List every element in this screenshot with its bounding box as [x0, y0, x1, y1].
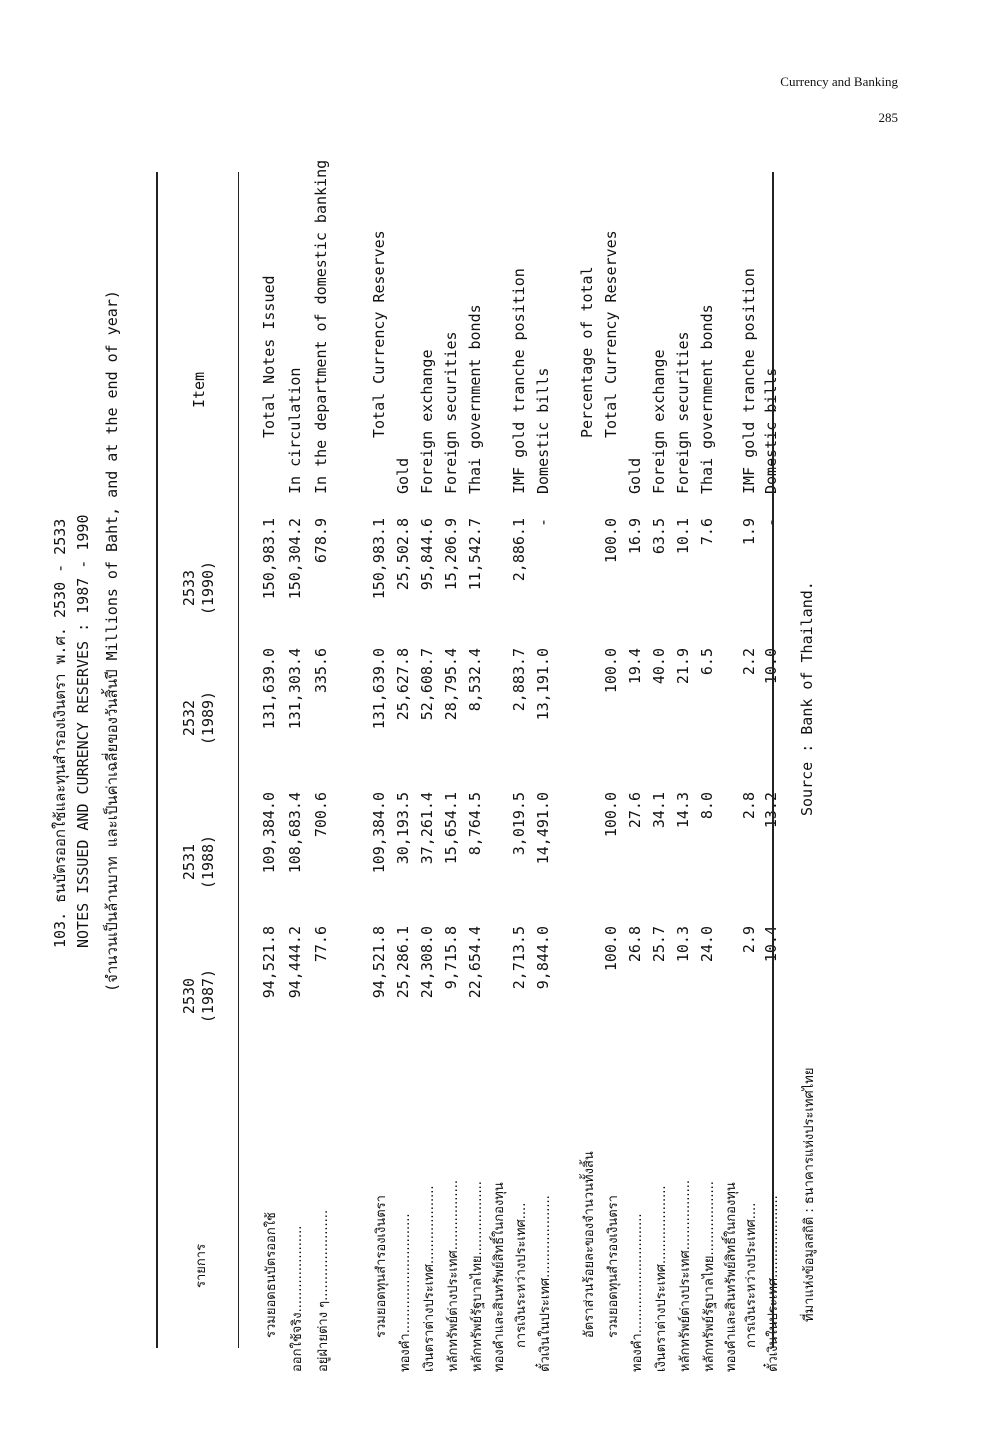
row-value: 2.8 — [740, 792, 758, 820]
row-value: 7.6 — [698, 518, 716, 546]
row-value: 94,521.8 — [260, 926, 278, 999]
row-value: 22,654.4 — [466, 926, 484, 999]
row-label-english: Total Currency Reserves — [370, 230, 388, 438]
row-value: 95,844.6 — [418, 518, 436, 591]
row-value: 25,502.8 — [394, 518, 412, 591]
source-english: Source : Bank of Thailand. — [798, 581, 816, 816]
row-label-thai: ตั๋วเงินในประเทศ.................... — [538, 1195, 553, 1372]
table-title-thai: 103. ธนบัตรออกใช้และทุนสำรองเงินตรา พ.ศ. 2530 - 2533 — [51, 518, 69, 948]
row-value: 10.4 — [762, 926, 780, 963]
row-label-thai: รวมยอดทุนสำรองเงินตรา — [606, 1195, 621, 1338]
header-rule — [238, 172, 239, 1348]
page-section-title: Currency and Banking — [780, 74, 898, 89]
row-value: 2,713.5 — [510, 926, 528, 990]
row-value: 94,444.2 — [286, 926, 304, 999]
rotated-table — [40, 159, 854, 1388]
row-value: 100.0 — [602, 926, 620, 972]
row-label-thai: ทองคำ............................. — [630, 1213, 645, 1372]
row-value: 94,521.8 — [370, 926, 388, 999]
row-value: 9,715.8 — [442, 926, 460, 990]
row-label-english: Gold — [626, 457, 644, 494]
row-value: 100.0 — [602, 648, 620, 694]
row-value: 14,491.0 — [534, 792, 552, 865]
row-value: 10.3 — [674, 926, 692, 963]
row-value: 15,654.1 — [442, 792, 460, 865]
row-value: 2,886.1 — [510, 518, 528, 582]
row-value: 77.6 — [312, 926, 330, 963]
row-value: 109,384.0 — [370, 792, 388, 874]
column-header-2530: 2530 (1987) — [180, 968, 217, 1024]
row-value: 14.3 — [674, 792, 692, 829]
row-value: 8.0 — [698, 792, 716, 820]
row-value: 131,303.4 — [286, 648, 304, 730]
row-value: 700.6 — [312, 792, 330, 838]
row-value: 27.6 — [626, 792, 644, 829]
row-label-thai: การเงินระหว่างประเทศ.... — [744, 1202, 759, 1348]
row-value: 24.0 — [698, 926, 716, 963]
row-value: 2.2 — [740, 648, 758, 676]
source-thai: ที่มาแห่งข้อมูลสถิติ : ธนาคารแห่งประเทศไทย — [802, 1067, 817, 1322]
row-value: 9,844.0 — [534, 926, 552, 990]
row-label-english: In circulation — [286, 367, 304, 494]
row-label-english: Foreign exchange — [650, 349, 668, 494]
row-value: 28,795.4 — [442, 648, 460, 721]
row-value: 150,304.2 — [286, 518, 304, 600]
row-label-english: IMF gold tranche position — [740, 268, 758, 494]
row-value: 8,532.4 — [466, 648, 484, 712]
table-top-rule — [156, 172, 158, 1348]
row-value: 6.5 — [698, 648, 716, 676]
row-label-english: Domestic bills — [762, 367, 780, 494]
column-header-item: Item — [190, 371, 208, 408]
row-value: 8,764.5 — [466, 792, 484, 856]
row-label-thai: ออกใช้จริง..................... — [290, 1225, 305, 1372]
row-label-english: Thai government bonds — [466, 304, 484, 494]
row-label-thai: รวมยอดธนบัตรออกใช้ — [264, 1212, 279, 1338]
row-value: 16.9 — [626, 518, 644, 555]
row-value: 3,019.5 — [510, 792, 528, 856]
table-bottom-rule — [772, 172, 774, 1348]
row-label-thai: อยู่ฝ่ายต่าง ๆ...................... — [316, 1209, 331, 1372]
row-label-english: Thai government bonds — [698, 304, 716, 494]
row-value: 100.0 — [602, 518, 620, 564]
row-label-thai: อัตราส่วนร้อยละของจำนวนทั้งสิ้น — [582, 1151, 597, 1338]
row-label-thai: ทองคำและสินทรัพย์สิทธิ์ในกองทุน — [724, 1182, 739, 1372]
row-value: 1.9 — [740, 518, 758, 546]
row-label-thai: ตั๋วเงินในประเทศ.................... — [766, 1195, 781, 1372]
row-label-english: Total Notes Issued — [260, 275, 278, 438]
row-value: 25.7 — [650, 926, 668, 963]
column-header-2531: 2531 (1988) — [180, 834, 217, 890]
row-value: 11,542.7 — [466, 518, 484, 591]
row-value: 10.0 — [762, 648, 780, 685]
row-label-thai: รวมยอดทุนสำรองเงินตรา — [374, 1195, 389, 1338]
row-value: 100.0 — [602, 792, 620, 838]
column-header-thai: รายการ — [194, 1243, 209, 1288]
row-value: 109,384.0 — [260, 792, 278, 874]
row-value: 15,206.9 — [442, 518, 460, 591]
row-label-thai: หลักทรัพย์ต่างประเทศ................. — [446, 1180, 461, 1372]
row-label-english: Foreign exchange — [418, 349, 436, 494]
row-value: 2,883.7 — [510, 648, 528, 712]
row-label-english: Foreign securities — [442, 331, 460, 494]
row-value: 52,608.7 — [418, 648, 436, 721]
row-value: 25,286.1 — [394, 926, 412, 999]
row-label-thai: เงินตราต่างประเทศ................... — [422, 1185, 437, 1372]
row-value: 678.9 — [312, 518, 330, 564]
column-header-2533: 2533 (1990) — [180, 560, 217, 616]
row-value: 2.9 — [740, 926, 758, 954]
row-value: 25,627.8 — [394, 648, 412, 721]
row-label-thai: ทองคำ............................. — [398, 1213, 413, 1372]
row-value: 335.6 — [312, 648, 330, 694]
row-label-thai: ทองคำและสินทรัพย์สิทธิ์ในกองทุน — [492, 1182, 507, 1372]
row-value: 37,261.4 — [418, 792, 436, 865]
row-value: 34.1 — [650, 792, 668, 829]
row-value: - — [762, 518, 780, 528]
row-label-english: IMF gold tranche position — [510, 268, 528, 494]
column-header-2532: 2532 (1989) — [180, 690, 217, 746]
row-value: 131,639.0 — [260, 648, 278, 730]
row-value: 150,983.1 — [370, 518, 388, 600]
row-label-english: Percentage of total — [578, 266, 596, 438]
row-value: 13.2 — [762, 792, 780, 829]
row-label-english: Domestic bills — [534, 367, 552, 494]
row-label-english: Total Currency Reserves — [602, 230, 620, 438]
row-label-thai: หลักทรัพย์รัฐบาลไทย.................. — [470, 1181, 485, 1372]
row-label-thai: เงินตราต่างประเทศ................... — [654, 1185, 669, 1372]
row-label-thai: การเงินระหว่างประเทศ.... — [514, 1202, 529, 1348]
row-value: 24,308.0 — [418, 926, 436, 999]
row-value: 21.9 — [674, 648, 692, 685]
page-number: 285 — [878, 110, 898, 125]
row-value: 13,191.0 — [534, 648, 552, 721]
row-value: 30,193.5 — [394, 792, 412, 865]
row-value: - — [534, 518, 552, 528]
row-label-thai: หลักทรัพย์รัฐบาลไทย.................. — [702, 1181, 717, 1372]
row-value: 63.5 — [650, 518, 668, 555]
table-unit-note: (จำนวนเป็นล้านบาท และเป็นค่าเฉลี่ยของวันสิ้นปี Millions of Baht, and at the end of year) — [103, 290, 121, 992]
row-value: 150,983.1 — [260, 518, 278, 600]
row-value: 131,639.0 — [370, 648, 388, 730]
row-label-english: In the department of domestic banking — [312, 159, 330, 494]
row-value: 108,683.4 — [286, 792, 304, 874]
row-label-thai: หลักทรัพย์ต่างประเทศ................. — [678, 1180, 693, 1372]
row-value: 26.8 — [626, 926, 644, 963]
row-label-english: Foreign securities — [674, 331, 692, 494]
row-label-english: Gold — [394, 457, 412, 494]
row-value: 19.4 — [626, 648, 644, 685]
table-title-english: NOTES ISSUED AND CURRENCY RESERVES : 1987 - 1990 — [74, 514, 92, 948]
row-value: 10.1 — [674, 518, 692, 555]
row-value: 40.0 — [650, 648, 668, 685]
